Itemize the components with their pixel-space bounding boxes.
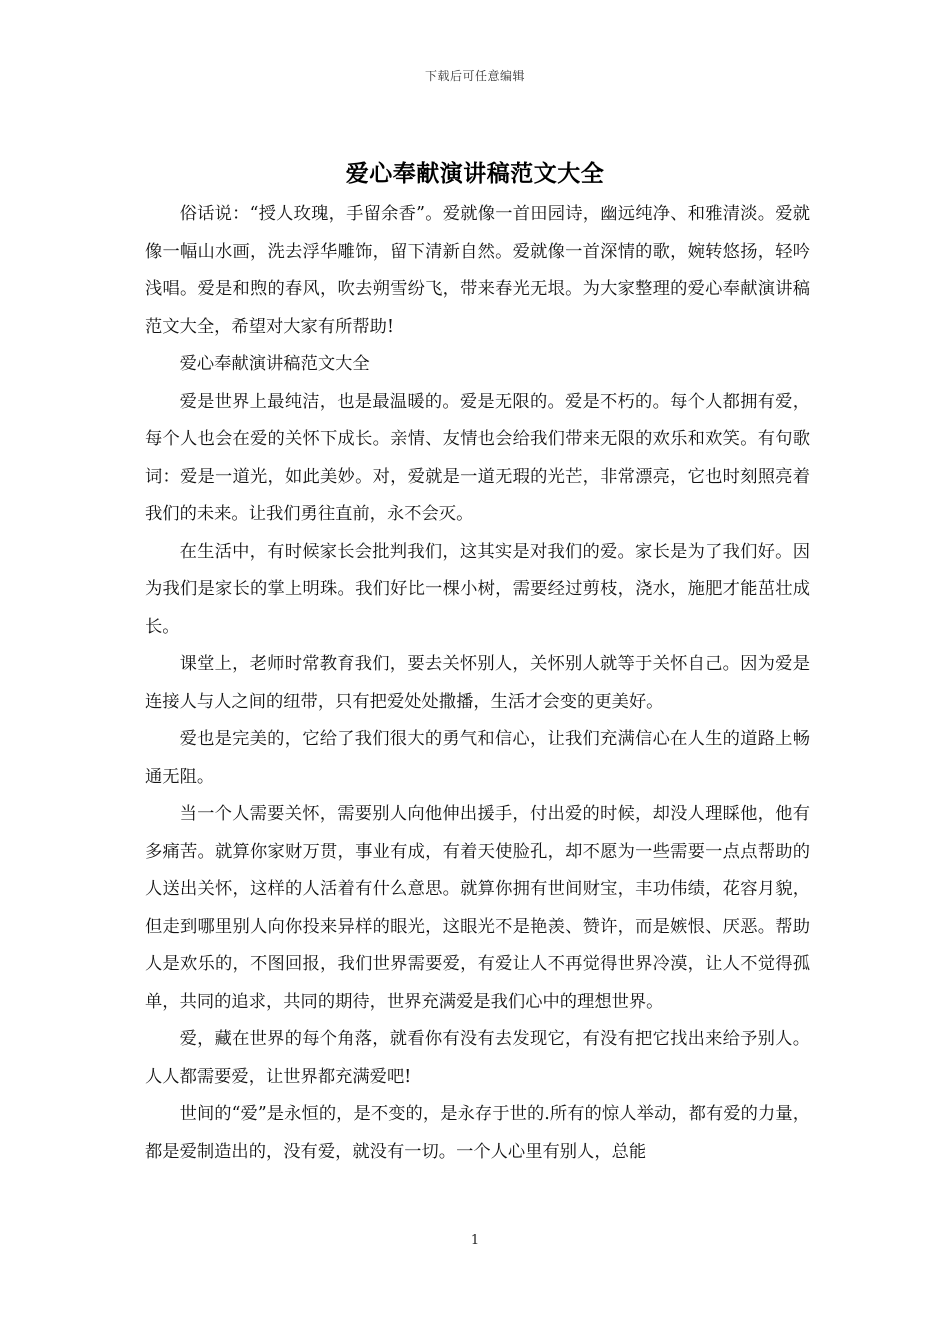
paragraph: 在生活中，有时候家长会批判我们，这其实是对我们的爱。家长是为了我们好。因为我们是家长的掌上明珠。我们好比一棵小树，需要经过剪枝，浇水，施肥才能茁壮成长。 [145, 541, 810, 637]
page-number: 1 [470, 1233, 480, 1248]
header-note: 下载后可任意编辑 [424, 69, 525, 83]
paragraph: 爱也是完美的，它给了我们很大的勇气和信心，让我们充满信心在人生的道路上畅通无阻。 [145, 729, 810, 787]
document-body [145, 196, 810, 1171]
paragraph: 爱是世界上最纯洁，也是最温暖的。爱是无限的。爱是不朽的。每个人都拥有爱，每个人也会在爱的关怀下成长。亲情、友情也会给我们带来无限的欢乐和欢笑。有句歌词：爱是一道光，如此美妙。对，爱就是一道无瑕的光芒，非常漂亮，它也时刻照亮着我们的未来。让我们勇往直前，永不会灭。 [145, 391, 810, 524]
document-title: 爱心奉献演讲稿范文大全 [345, 160, 605, 187]
paragraph: 爱，藏在世界的每个角落，就看你有没有去发现它，有没有把它找出来给予别人。人人都需要爱，让世界都充满爱吧! [145, 1029, 810, 1087]
paragraph-intro: 俗话说：“授人玫瑰，手留余香”。爱就像一首田园诗，幽远纯净、和雅清淡。爱就像一幅山水画，洗去浮华雕饰，留下清新自然。爱就像一首深情的歌，婉转悠扬，轻吟浅唱。爱是和煦的春风，吹去朔雪纷飞，带来春光无垠。为大家整理的爱心奉献演讲稿范文大全，希望对大家有所帮助! [145, 204, 810, 337]
paragraph: 世间的“爱”是永恒的，是不变的，是永存于世的.所有的惊人举动，都有爱的力量，都是爱制造出的，没有爱，就没有一切。一个人心里有别人，总能 [145, 1104, 810, 1162]
paragraph: 当一个人需要关怀，需要别人向他伸出援手，付出爱的时候，却没人理睬他，他有多痛苦。就算你家财万贯，事业有成，有着天使脸孔，却不愿为一些需要一点点帮助的人送出关怀，这样的人活着有什么意思。就算你拥有世间财宝，丰功伟绩，花容月貌，但走到哪里别人向你投来异样的眼光，这眼光不是艳羡、赞许，而是嫉恨、厌恶。帮助人是欢乐的，不图回报，我们世界需要爱，有爱让人不再觉得世界冷漠，让人不觉得孤单，共同的追求，共同的期待，世界充满爱是我们心中的理想世界。 [145, 804, 810, 1012]
paragraph-subheading: 爱心奉献演讲稿范文大全 [179, 354, 370, 374]
paragraph: 课堂上，老师时常教育我们，要去关怀别人，关怀别人就等于关怀自己。因为爱是连接人与人之间的纽带，只有把爱处处撒播，生活才会变的更美好。 [145, 654, 810, 712]
